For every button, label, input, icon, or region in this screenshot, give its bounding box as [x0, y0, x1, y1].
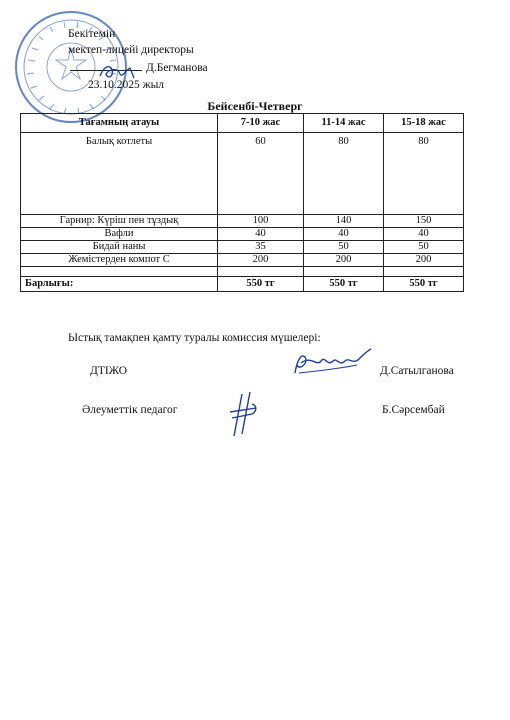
- table-header-row: [21, 114, 464, 133]
- total-row: [21, 277, 464, 292]
- portion-15-18: 200: [384, 254, 464, 267]
- portion-11-14: 40: [304, 228, 384, 241]
- member-name: Б.Сәрсембай: [382, 404, 445, 416]
- header-age-7-10: 7-10 жас: [218, 114, 304, 133]
- dish-name: Жемістерден компот С: [21, 254, 218, 267]
- portion-11-14: 50: [304, 241, 384, 254]
- header-dish-name: Тағамның атауы: [21, 114, 218, 133]
- portion-15-18: 50: [384, 241, 464, 254]
- table-row: [21, 241, 464, 254]
- approval-title: Бекітемін: [68, 28, 116, 40]
- portion-11-14: 200: [304, 254, 384, 267]
- empty-row: [21, 267, 464, 277]
- portion-7-10: 100: [218, 215, 304, 228]
- portion-7-10: 40: [218, 228, 304, 241]
- table-row: [21, 215, 464, 228]
- portion-7-10: 200: [218, 254, 304, 267]
- commission-heading: Ыстық тамақпен қамту туралы комиссия мүшелері:: [68, 332, 321, 344]
- table-row: [21, 133, 464, 215]
- dish-name: Вафли: [21, 228, 218, 241]
- member-name: Д.Сатылганова: [380, 365, 454, 377]
- dish-name: Гарнир: Күріш пен тұздық: [21, 215, 218, 228]
- dish-name: Балық котлеты: [21, 133, 218, 215]
- table-row: [21, 254, 464, 267]
- approval-date: 23.10.2025 жыл: [88, 79, 165, 91]
- header-age-15-18: 15-18 жас: [384, 114, 464, 133]
- total-label: Барлығы:: [21, 277, 218, 292]
- member-signature: [287, 343, 377, 383]
- portion-15-18: 40: [384, 228, 464, 241]
- menu-table: [20, 113, 464, 292]
- portion-15-18: 80: [384, 133, 464, 215]
- portion-7-10: 60: [218, 133, 304, 215]
- portion-7-10: 35: [218, 241, 304, 254]
- table-row: [21, 228, 464, 241]
- director-name: Д.Бегманова: [146, 62, 208, 74]
- total-15-18: 550 тг: [384, 277, 464, 292]
- total-11-14: 550 тг: [304, 277, 384, 292]
- page-title: Бейсенбі-Четверг: [207, 99, 303, 113]
- dish-name: Бидай наны: [21, 241, 218, 254]
- approval-position: мектеп-лицейі директоры: [68, 44, 194, 56]
- portion-15-18: 150: [384, 215, 464, 228]
- total-7-10: 550 тг: [218, 277, 304, 292]
- member-signature: [222, 390, 262, 440]
- member-role: ДТІЖО: [90, 365, 128, 377]
- member-role: Әлеуметтік педагог: [82, 404, 178, 416]
- portion-11-14: 80: [304, 133, 384, 215]
- portion-11-14: 140: [304, 215, 384, 228]
- header-age-11-14: 11-14 жас: [304, 114, 384, 133]
